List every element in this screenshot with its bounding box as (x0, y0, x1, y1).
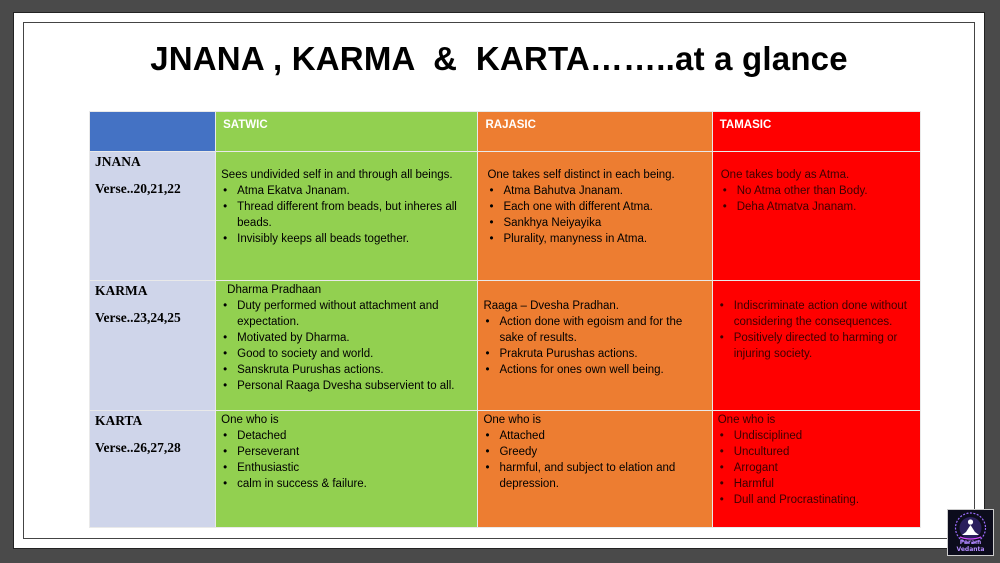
bullet-list (718, 428, 916, 508)
row-verse: Verse..26,27,28 (95, 440, 181, 455)
row-verse: Verse..20,21,22 (95, 181, 181, 196)
row-name: KARTA (95, 413, 143, 428)
list-item: • No Atma other than Body. (721, 183, 916, 199)
slide (13, 12, 985, 549)
list-item: • Enthusiastic (221, 460, 473, 476)
list-item: • Each one with different Atma. (487, 199, 707, 215)
header-blank-cell (90, 112, 216, 152)
cell-jnana-satwic (216, 152, 478, 281)
logo-text: Param Vedanta (956, 539, 985, 553)
bullet-list (718, 298, 916, 362)
header-rajasic-label: RAJASIC (485, 119, 536, 131)
cell-karta-satwic (216, 411, 478, 528)
cell-intro: One takes self distinct in each being. (487, 169, 675, 181)
list-item: • Atma Bahutva Jnanam. (487, 183, 707, 199)
bullet-list (483, 428, 707, 492)
bullet-list (487, 183, 707, 247)
table-row-karma (90, 281, 921, 411)
list-item: • Arrogant (718, 460, 916, 476)
list-item: • Indiscriminate action done without considering the consequences. (718, 298, 916, 330)
row-label-karma (90, 281, 216, 411)
header-tamasic (712, 112, 920, 152)
list-item: • Attached (483, 428, 707, 444)
list-item: • Sanskruta Purushas actions. (221, 362, 473, 378)
list-item: • Sankhya Neiyayika (487, 215, 707, 231)
cell-intro: Sees undivided self in and through all beings. (221, 169, 453, 181)
cell-karma-tamasic (712, 281, 920, 411)
list-item: • harmful, and subject to elation and depression. (483, 460, 707, 492)
comparison-table (89, 111, 921, 528)
cell-intro: One who is (717, 414, 776, 426)
bullet-list (221, 183, 473, 247)
list-item: • Duty performed without attachment and expectation. (221, 298, 473, 330)
cell-intro: One who is (221, 414, 279, 426)
header-rajasic (478, 112, 712, 152)
header-satwic (216, 112, 478, 152)
cell-intro: Raaga – Dvesha Pradhan. (483, 300, 619, 312)
list-item: • calm in success & failure. (221, 476, 473, 492)
list-item: • Plurality, manyness in Atma. (487, 231, 707, 247)
cell-jnana-rajasic (478, 152, 712, 281)
list-item: • Uncultured (718, 444, 916, 460)
bullet-list (483, 314, 707, 378)
row-verse: Verse..23,24,25 (95, 310, 181, 325)
table-row-jnana (90, 152, 921, 281)
header-satwic-label: SATWIC (223, 119, 268, 131)
list-item: • Motivated by Dharma. (221, 330, 473, 346)
list-item: • Actions for ones own well being. (483, 362, 707, 378)
list-item: • Harmful (718, 476, 916, 492)
table-row-karta (90, 411, 921, 528)
cell-intro: One who is (483, 414, 541, 426)
list-item: • Detached (221, 428, 473, 444)
list-item: • Atma Ekatva Jnanam. (221, 183, 473, 199)
table-header-row (90, 112, 921, 152)
cell-intro: Dharma Pradhaan (227, 284, 322, 296)
bullet-list (221, 428, 473, 492)
slide-title: JNANA , KARMA & KARTA……..at a glance (150, 40, 848, 77)
list-item: • Positively directed to harming or injuring society. (718, 330, 916, 362)
row-name: JNANA (95, 154, 141, 169)
cell-jnana-tamasic (712, 152, 920, 281)
cell-intro: One takes body as Atma. (720, 169, 850, 181)
list-item: • Undisciplined (718, 428, 916, 444)
param-vedanta-logo (947, 509, 994, 556)
list-item: • Greedy (483, 444, 707, 460)
list-item: • Deha Atmatva Jnanam. (721, 199, 916, 215)
list-item: • Personal Raaga Dvesha subservient to all. (221, 378, 473, 394)
row-label-karta (90, 411, 216, 528)
row-label-jnana (90, 152, 216, 281)
list-item: • Good to society and world. (221, 346, 473, 362)
bullet-list (221, 298, 473, 394)
row-name: KARMA (95, 283, 148, 298)
cell-karma-rajasic (478, 281, 712, 411)
list-item: • Perseverant (221, 444, 473, 460)
list-item: • Dull and Procrastinating. (718, 492, 916, 508)
list-item: • Action done with egoism and for the sake of results. (483, 314, 707, 346)
bullet-list (721, 183, 916, 215)
cell-karta-tamasic (712, 411, 920, 528)
list-item: • Prakruta Purushas actions. (483, 346, 707, 362)
list-item: • Invisibly keeps all beads together. (221, 231, 473, 247)
cell-karta-rajasic (478, 411, 712, 528)
cell-karma-satwic (216, 281, 478, 411)
list-item: • Thread different from beads, but inheres all beads. (221, 199, 473, 231)
header-tamasic-label: TAMASIC (719, 119, 772, 131)
